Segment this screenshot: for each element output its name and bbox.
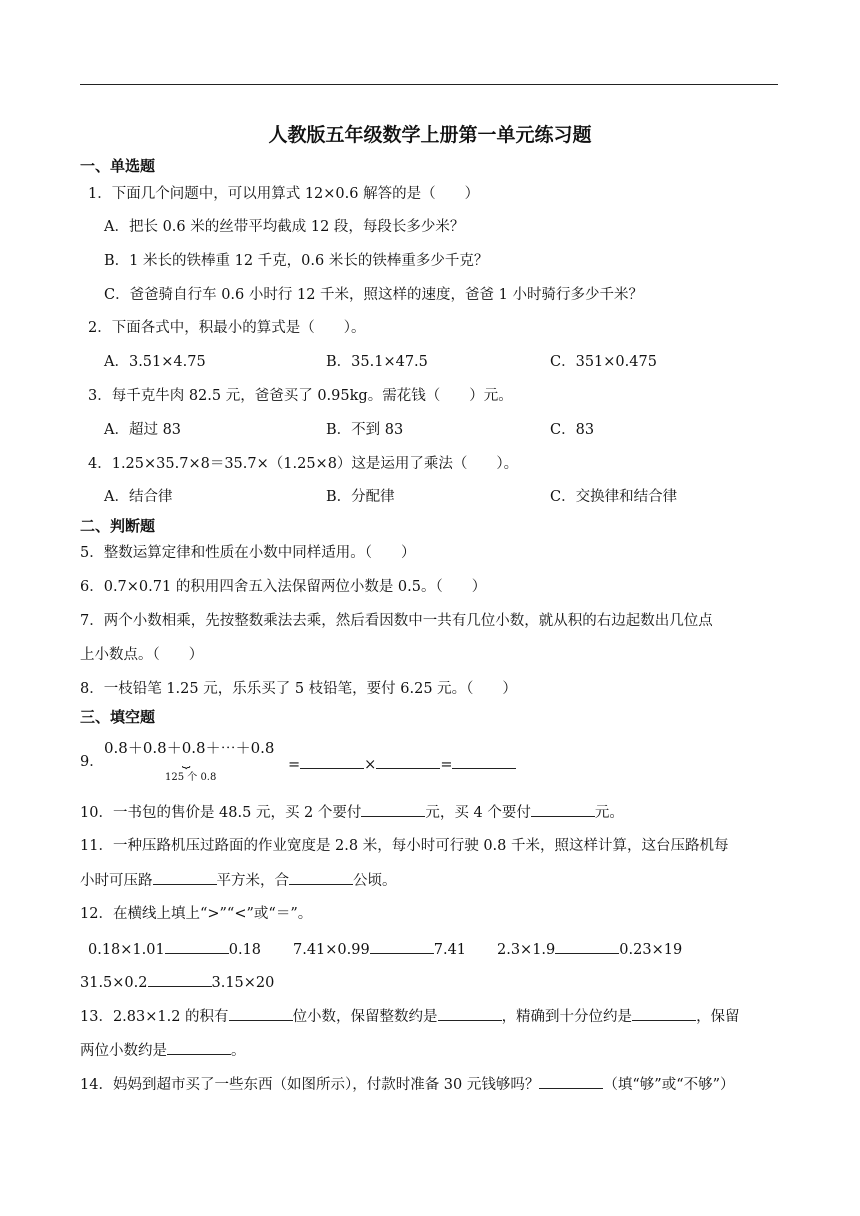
q12-blank-1[interactable] [165,939,229,954]
q10-part1: 10．一书包的售价是 48.5 元，买 2 个要付 [80,805,362,821]
q2-option-b[interactable]: B．35.1×47.5 [326,354,428,370]
q11-line2 [80,870,397,891]
underbrace-icon: ⏟ [182,753,191,769]
q10-line [80,802,624,823]
q13-line1 [80,1006,740,1027]
q13-blank-2[interactable] [438,1006,502,1021]
q9-blank-2[interactable] [376,754,440,769]
q9-number: 9． [80,754,104,770]
q12-item-3-right: 0.23×19 [619,942,683,958]
q14-line [80,1074,735,1095]
q12-item-3-left: 2.3×1.9 [497,942,556,958]
q12-item-3 [497,939,682,960]
q9-expression: 0.8＋0.8＋0.8＋⋯＋0.8 [104,739,275,757]
q11-blank-2[interactable] [289,870,353,885]
q7-line2: 上小数点。（ ） [80,647,204,663]
q12-blank-4[interactable] [148,972,212,987]
q12-stem: 12．在横线上填上“>”“<”或“＝”。 [80,906,313,922]
q9-answer-row [288,754,516,775]
q1-stem: 1．下面几个问题中，可以用算式 12×0.6 解答的是（ ） [88,186,480,202]
q13-line2 [80,1040,246,1061]
q3-option-c[interactable]: C．83 [550,422,595,438]
q1-option-c[interactable]: C．爸爸骑自行车 0.6 小时行 12 千米，照这样的速度，爸爸 1 小时骑行多少千米？ [104,287,643,303]
q12-item-4-right: 3.15×20 [211,975,275,991]
q13-blank-4[interactable] [167,1040,231,1055]
q12-blank-2[interactable] [370,939,434,954]
q4-option-a[interactable]: A．结合律 [104,489,173,505]
q10-blank-1[interactable] [361,802,425,817]
q13-blank-1[interactable] [229,1006,293,1021]
q9-equals-2: = [440,757,453,773]
q4-stem: 4．1.25×35.7×8＝35.7×（1.25×8）这是运用了乘法（ ）。 [88,456,519,472]
q12-item-1 [88,939,261,960]
q3-option-b[interactable]: B．不到 83 [326,422,404,438]
q13-part4: ，保留 [696,1009,740,1025]
q6-text: 6．0.7×0.71 的积用四舍五入法保留两位小数是 0.5。（ ） [80,579,487,595]
q13-part1: 13．2.83×1.2 的积有 [80,1009,229,1025]
section-heading-single-choice: 一、单选题 [80,157,156,175]
q7-line1: 7．两个小数相乘，先按整数乘法去乘，然后看因数中一共有几位小数，就从积的右边起数出几位点 [80,613,713,629]
q11-line1: 11．一种压路机压过路面的作业宽度是 2.8 米，每小时可行驶 0.8 千米，照这样计算，这台压路机每 [80,838,729,854]
q12-item-4-left: 31.5×0.2 [80,975,148,991]
q13-part3: ，精确到十分位约是 [501,1009,633,1025]
q10-part2: 元，买 4 个要付 [425,805,531,821]
q8-text: 8．一枝铅笔 1.25 元，乐乐买了 5 枝铅笔，要付 6.25 元。（ ） [80,681,517,697]
q4-option-b[interactable]: B．分配律 [326,489,395,505]
q10-part3: 元。 [594,805,624,821]
q12-item-2-left: 7.41×0.99 [293,942,370,958]
q11-part3: 公顷。 [353,873,397,889]
q12-item-4 [80,972,274,993]
q13-part6: 。 [231,1043,246,1059]
q3-stem: 3．每千克牛肉 82.5 元，爸爸买了 0.95kg。需花钱（ ）元。 [88,388,513,404]
q11-blank-1[interactable] [153,870,217,885]
q14-part2: （填“够”或“不够”） [603,1077,735,1093]
section-heading-true-false: 二、判断题 [80,517,156,535]
q2-option-c[interactable]: C．351×0.475 [550,354,657,370]
q1-option-a[interactable]: A．把长 0.6 米的丝带平均截成 12 段，每段长多少米？ [104,219,465,235]
q13-blank-3[interactable] [632,1006,696,1021]
q4-option-c[interactable]: C．交换律和结合律 [550,489,678,505]
q13-part5: 两位小数约是 [80,1043,167,1059]
page-title: 人教版五年级数学上册第一单元练习题 [268,124,592,146]
q5-text: 5．整数运算定律和性质在小数中同样适用。（ ） [80,545,416,561]
q9-underbrace-label: 125 个 0.8 [165,772,217,783]
q9-blank-1[interactable] [300,754,364,769]
q14-part1: 14．妈妈到超市买了一些东西（如图所示），付款时准备 30 元钱够吗？ [80,1077,540,1093]
q12-item-1-left: 0.18×1.01 [88,942,165,958]
q13-part2: 位小数，保留整数约是 [292,1009,438,1025]
q11-part1: 小时可压路 [80,873,153,889]
q12-item-1-right: 0.18 [228,942,262,958]
q12-item-2-right: 7.41 [433,942,467,958]
header-rule [80,84,778,85]
q3-option-a[interactable]: A．超过 83 [104,422,182,438]
q9-blank-3[interactable] [452,754,516,769]
q14-blank-1[interactable] [539,1074,603,1089]
q12-item-2 [293,939,466,960]
q2-stem: 2．下面各式中，积最小的算式是（ ）。 [88,320,366,336]
q1-option-b[interactable]: B．1 米长的铁棒重 12 千克，0.6 米长的铁棒重多少千克？ [104,253,489,269]
q11-part2: 平方米，合 [216,873,289,889]
q9-equals-1: = [288,757,301,773]
q10-blank-2[interactable] [531,802,595,817]
q2-option-a[interactable]: A．3.51×4.75 [104,354,206,370]
q9-times: × [364,757,377,773]
q12-blank-3[interactable] [555,939,619,954]
section-heading-fill-blank: 三、填空题 [80,708,156,726]
